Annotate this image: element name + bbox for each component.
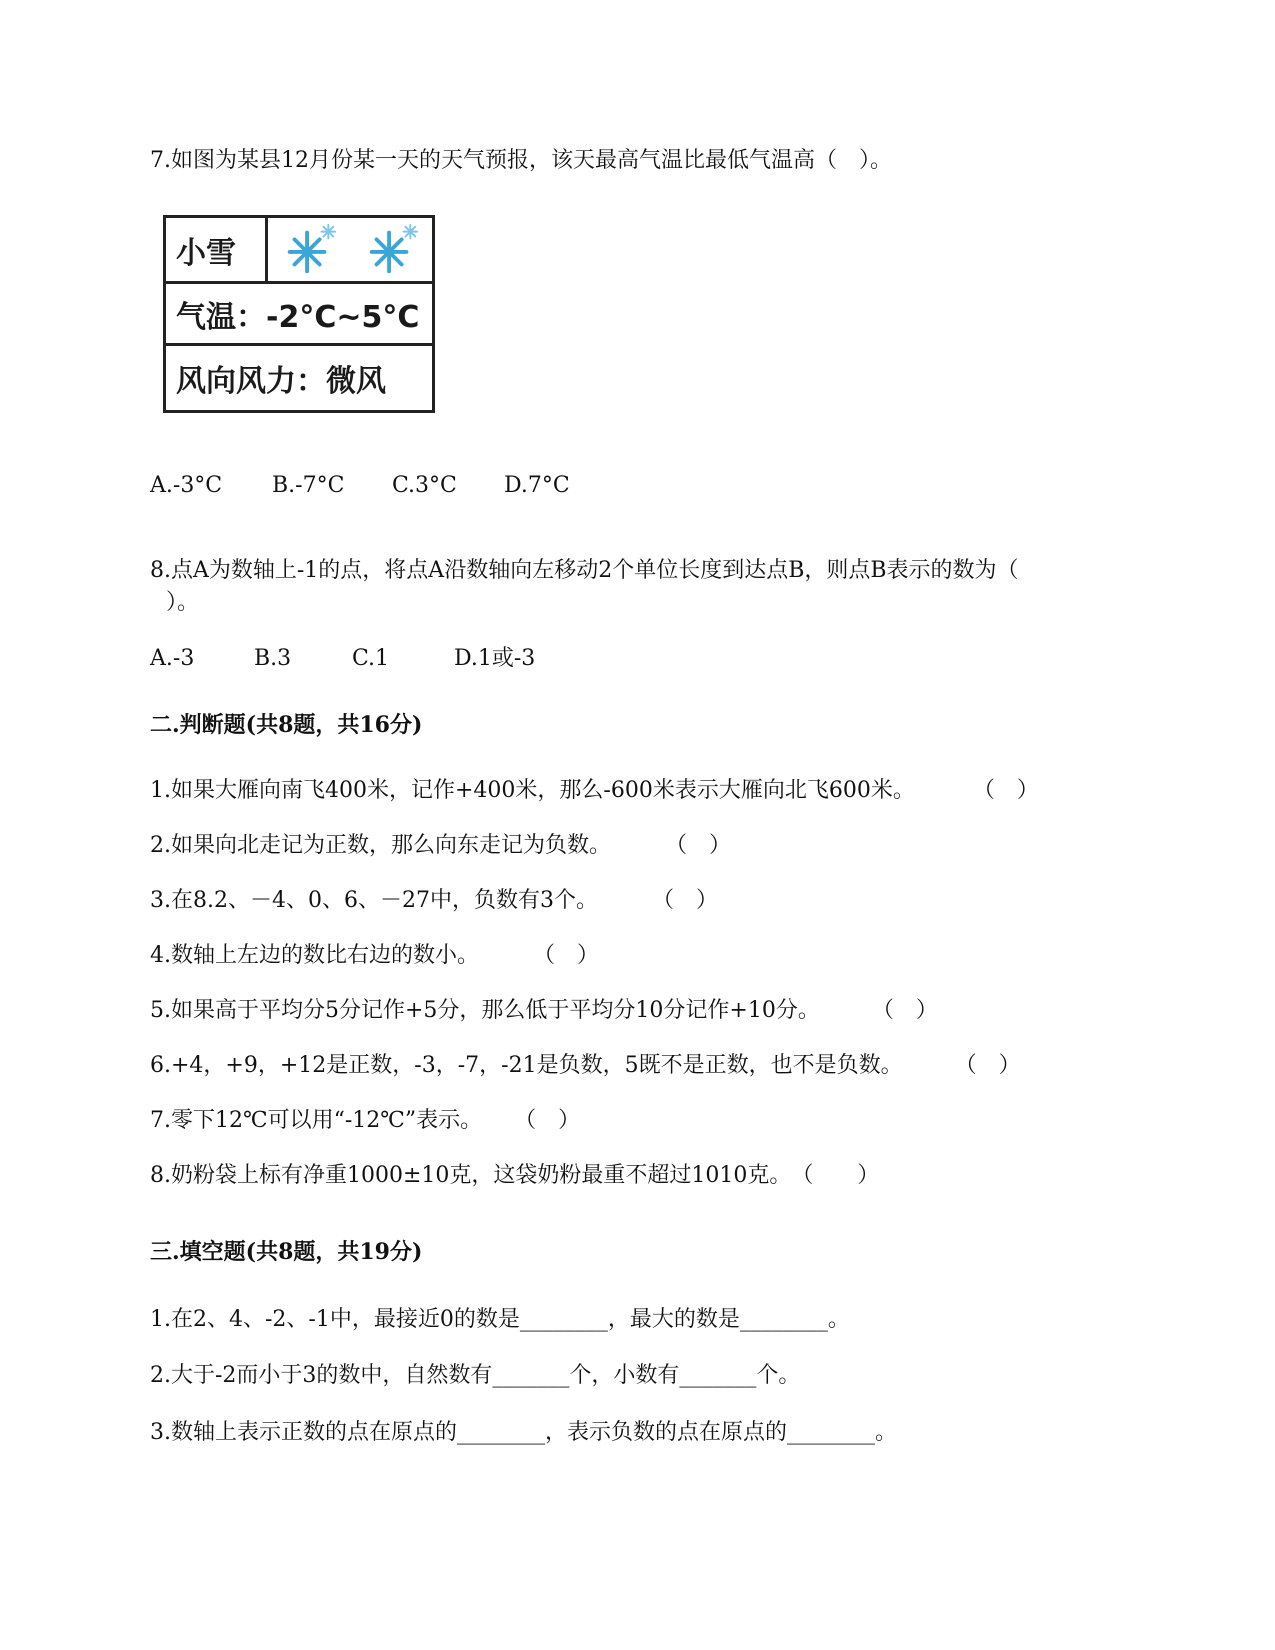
weather-temperature-row: [166, 284, 432, 346]
judge-item-4: [150, 941, 599, 971]
answer-paren: （ ）: [514, 1108, 581, 1133]
judge-item-text: 4.数轴上左边的数比右边的数小。: [150, 943, 479, 968]
judge-item-text: 2.如果向北走记为正数，那么向东走记为负数。: [150, 833, 611, 858]
q7-options: [150, 471, 570, 501]
q7-stem: 7.如图为某县12月份某一天的天气预报，该天最高气温比最低气温高（ ）。: [150, 148, 892, 173]
judge-item-7: [150, 1106, 580, 1136]
judge-item-text: 3.在8.2、－4、0、6、－27中，负数有3个。: [150, 888, 598, 913]
answer-paren: （ ）: [651, 888, 718, 913]
weather-condition-row: [166, 218, 432, 284]
judge-item-8: [150, 1161, 879, 1191]
judge-item-text: 7.零下12℃可以用“-12℃”表示。: [150, 1108, 483, 1133]
weather-temperature: 气温：-2°C~5°C: [176, 299, 420, 335]
answer-paren: （ ）: [972, 778, 1039, 803]
q8-stem-line2: ）。: [166, 590, 200, 615]
q7-option-c: C.3°C: [392, 473, 457, 498]
q7-option-d: D.7°C: [504, 473, 570, 498]
fill-item-1: 1.在2、4、-2、-1中，最接近0的数是________，最大的数是________。: [150, 1307, 850, 1332]
fill-item-3: 3.数轴上表示正数的点在原点的________，表示负数的点在原点的________。: [150, 1420, 897, 1445]
q8-option-d: D.1或-3: [454, 646, 536, 671]
answer-paren: （ ）: [871, 998, 938, 1023]
judge-item-1: [150, 776, 1039, 806]
weather-forecast-box: [163, 215, 435, 413]
q8-stem-line1: 8.点A为数轴上-1的点，将点A沿数轴向左移动2个单位长度到达点B，则点B表示的数为（: [150, 558, 1019, 583]
section2-heading: 二.判断题(共8题，共16分): [150, 712, 423, 738]
weather-condition-label: 小雪: [166, 218, 268, 281]
judge-item-text: 6.+4，+9，+12是正数，-3，-7，-21是负数，5既不是正数，也不是负数。: [150, 1053, 903, 1078]
snowflake-icon: [362, 221, 420, 279]
q8-option-c: C.1: [352, 646, 390, 671]
weather-wind-row: [166, 346, 432, 410]
judge-item-2: [150, 831, 731, 861]
q7-option-b: B.-7°C: [272, 473, 345, 498]
answer-paren: （ ）: [954, 1053, 1021, 1078]
q8-option-a: A.-3: [150, 646, 195, 671]
judge-item-text: 1.如果大雁向南飞400米，记作+400米，那么-600米表示大雁向北飞600米。: [150, 778, 915, 803]
weather-wind: 风向风力：微风: [176, 364, 386, 399]
q8-option-b: B.3: [254, 646, 292, 671]
judge-item-3: [150, 886, 718, 916]
snowflake-icon: [280, 221, 338, 279]
judge-item-5: [150, 996, 938, 1026]
answer-paren: （ ）: [665, 833, 732, 858]
q7-option-a: A.-3°C: [150, 473, 223, 498]
fill-item-2: 2.大于-2而小于3的数中，自然数有_______个，小数有_______个。: [150, 1363, 801, 1388]
judge-item-text: 5.如果高于平均分5分记作+5分，那么低于平均分10分记作+10分。: [150, 998, 820, 1023]
answer-paren: （ ）: [533, 943, 600, 968]
q8-options: [150, 644, 535, 674]
judge-item-text: 8.奶粉袋上标有净重1000±10克，这袋奶粉最重不超过1010克。: [150, 1163, 792, 1188]
judge-item-6: [150, 1051, 1021, 1081]
section3-heading: 三.填空题(共8题，共19分): [150, 1239, 423, 1265]
answer-paren: （ ）: [791, 1163, 880, 1188]
weather-icons: [268, 218, 432, 281]
